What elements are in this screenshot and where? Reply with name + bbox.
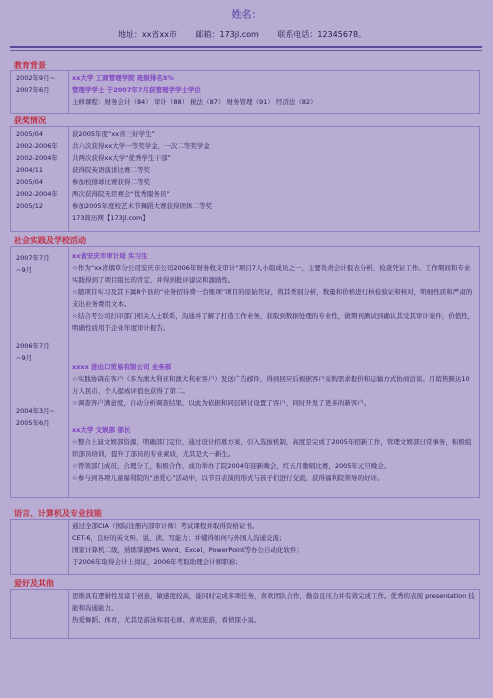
job2-content: [72, 361, 476, 409]
header-rule-thin: [10, 50, 482, 51]
job1-duty: ☆结合考公司打印部门相关人士联系，沟通并了解了打造工作业务，获取到数据处理的专业性，做期刊测试到确认其受其审计案件，价值性，明确性质用于企业年度审计报告。: [72, 312, 475, 332]
award-item: 获2005年度“xx省三好学生”: [72, 130, 155, 138]
job1-date-end: ~9月: [16, 266, 33, 274]
award-date: 2002-2004年: [16, 190, 58, 198]
job1-dates: [16, 252, 50, 276]
job3-content: [72, 424, 476, 484]
skills-content: [72, 520, 476, 568]
phone-text: 联系电话：12345678。: [277, 30, 367, 39]
education-date-start: 2002年9月~: [16, 74, 56, 82]
social-divider: [68, 246, 69, 498]
job2-dates: [16, 340, 50, 364]
skill-item: 国家计算机二级，熟练掌握MS Word、Excel、PowerPoint等办公自动化软件；: [72, 546, 304, 554]
award-date: 2005/04: [16, 130, 44, 138]
social-title: 社会实践及学校活动: [14, 236, 86, 245]
contact-line: [118, 29, 382, 40]
education-dates: [16, 72, 55, 96]
award-date: 2005/12: [16, 202, 44, 210]
hobbies-content: [72, 590, 476, 626]
awards-title: 获奖情况: [14, 116, 46, 125]
job1-heading: xx省安庆市审计局 实习生: [72, 252, 148, 260]
job2-duty: ☆实践协调在客户（多为澳大利亚和澳大利亚客户）发送广告邮件，得到回应后根据客户采购需求报价和运输方式协商洽谈。月销售额达10万人民币，个人提成评值也获得了第二。: [72, 375, 470, 395]
header-rule: [10, 46, 482, 48]
skills-title: 语言、计算机及专业技能: [14, 509, 102, 518]
award-item: 两次获得院无臣赛会“优秀服务员”: [72, 190, 170, 198]
education-title: 教育背景: [14, 61, 46, 70]
award-item: 共六次获得xx大学一等奖学金，一次二等奖学金: [72, 142, 210, 150]
job2-date-end: ~9月: [16, 354, 33, 362]
job3-duty: ☆整合上届文娱部资源，明确部门定位，通过设计招募方案，引入选拔机制，高度是完成了2005年招新工作，管理文娱部日常事务，积极组织部员培训，提升了部员的专业素质，尤其是大一新生。: [72, 438, 472, 458]
hobbies-text: 热爱舞蹈、体育，尤其是游泳和羽毛球、喜欢旅游，看侦探小说。: [72, 616, 261, 624]
award-date: 2005/04: [16, 178, 44, 186]
education-divider: [68, 70, 69, 114]
job3-dates: [16, 405, 55, 429]
awards-divider: [68, 126, 69, 232]
award-item: 共两次获得xx大学“优秀学生干部”: [72, 154, 171, 162]
skill-item: CET-6，良好的英文听、说、读、写能力；并懂得如何与外国人沟通交流；: [72, 534, 286, 542]
job3-heading: xx大学 文娱部 部长: [72, 426, 131, 434]
hobbies-text: 思维具有逻辑性及富于创意，敏感度较高，能同时完成多项任务，喜欢团队合作，勤奋且压力并有效完成工作。优秀的表现 presentation 技能和沟通能力。: [72, 592, 475, 612]
skill-item: 通过全部CIA（国际注册内部审计师）考试课程并取得资格证书。: [72, 522, 259, 530]
hobbies-title: 爱好及其他: [14, 579, 54, 588]
job2-date-start: 2006年7月: [16, 342, 50, 350]
award-date: 2002-2006年: [16, 142, 58, 150]
education-content: [72, 72, 476, 108]
award-item: 参加校排球比赛获得二等奖: [72, 178, 150, 186]
job2-duty: ☆调查客户满意度，自动分析调查结果，以此为依据和同层研讨设置了客户，同时开发了更多的新客户。: [72, 399, 371, 407]
email-text: 邮箱：173jl.com: [195, 30, 259, 39]
award-date: 2004/11: [16, 166, 44, 174]
job1-duty: ☆作为“xx省烟草分公司安庆市公司2006年财务收支审计”项目7人小组成员之一，主要负责会计报表分析，检查凭证工作。工作期间和专业实践得到了项目组长的肯定，并得到批评建议和激励性。: [72, 264, 471, 284]
job2-heading: xxxx 进出口贸易有限公司 业务部: [72, 363, 172, 371]
award-item: 参加2005年度校艺术节舞蹈大赛获得团体二等奖: [72, 202, 213, 210]
education-courses: 主修课程：财务会计（84） 审计（88） 税法（87） 财务管理（91） 经济法（82）: [72, 98, 317, 106]
address-text: 地址：xx省xx市: [118, 30, 177, 39]
job3-date-end: 2005年6月: [16, 419, 50, 427]
education-date-end: 2007年6月: [16, 86, 50, 94]
awards-content: [72, 128, 476, 224]
hobbies-divider: [68, 589, 69, 639]
award-item-site: 173简历网【173jl.com】: [72, 214, 149, 222]
job3-date-start: 2004年3月~: [16, 407, 56, 415]
award-item: 获得院英语演讲比赛二等奖: [72, 166, 150, 174]
awards-dates: [16, 128, 58, 212]
education-school: xx大学 工商管理学院 班级排名5%: [72, 74, 174, 82]
job3-duty: ☆曾领部门成员，合理分工，积极合作，成功举办了院2004年迎新晚会，红五月歌唱比赛，2005年元旦晚会。: [72, 462, 391, 470]
award-date: 2002-2004年: [16, 154, 58, 162]
skill-item: 于2006年取得会计上岗证，2006年考取助理会计师职称；: [72, 558, 242, 566]
job1-date-start: 2007年7月: [16, 254, 50, 262]
job1-duty: ☆随项目实习及其下属8个县的“业务招待费一台账项”项目的原始凭证，将其类别分析，数量和价格进行核检验证和核对，明细性质和严肃的支出业务费用文本。: [72, 288, 473, 308]
skills-divider: [68, 519, 69, 575]
resume-name: 姓名：: [231, 10, 262, 21]
job1-content: [72, 250, 476, 334]
job3-duty: ☆参与到各项儿童福利院的“送爱心”活动中，以节目表演的形式与孩子们进行交流，获得福利院领导的好评。: [72, 474, 384, 482]
education-degree: 管理学学士 于2007年7月获管理学学士学位: [72, 86, 201, 94]
